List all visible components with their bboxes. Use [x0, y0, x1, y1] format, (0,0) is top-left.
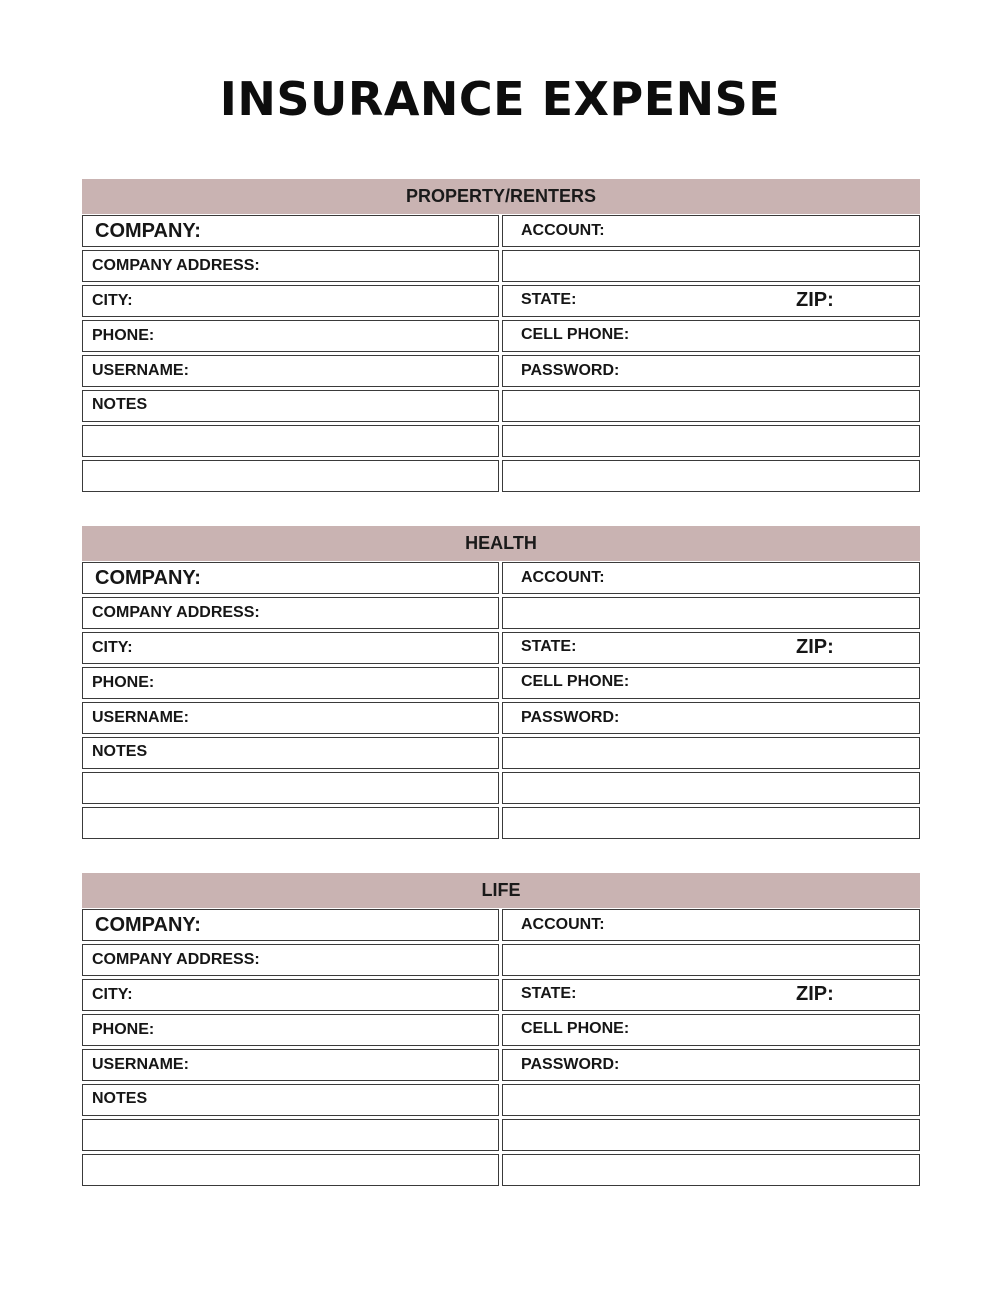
company-address-label: COMPANY ADDRESS:	[92, 604, 260, 621]
notes-line[interactable]	[82, 460, 499, 492]
phone-field[interactable]	[82, 320, 499, 352]
cell-phone-label: CELL PHONE:	[521, 326, 630, 343]
notes-line[interactable]	[502, 390, 920, 422]
notes-line[interactable]	[82, 1119, 499, 1151]
password-label: PASSWORD:	[521, 362, 620, 379]
section-header: PROPERTY/RENTERS	[82, 179, 920, 214]
cell-phone-label: CELL PHONE:	[521, 1020, 630, 1037]
username-label: USERNAME:	[92, 362, 189, 379]
notes-line[interactable]	[502, 425, 920, 457]
notes-label: NOTES	[92, 396, 148, 413]
account-field[interactable]	[502, 909, 920, 941]
cell-phone-field[interactable]	[502, 320, 920, 352]
state-zip-field[interactable]	[502, 979, 920, 1011]
phone-field[interactable]	[82, 1014, 499, 1046]
page-title: INSURANCE EXPENSE	[219, 72, 781, 126]
company-address-field[interactable]	[82, 944, 499, 976]
phone-field[interactable]	[82, 667, 499, 699]
city-field[interactable]	[82, 632, 499, 664]
password-field[interactable]	[502, 355, 920, 387]
city-label: CITY:	[92, 639, 133, 656]
notes-line[interactable]	[82, 425, 499, 457]
username-field[interactable]	[82, 1049, 499, 1081]
company-field[interactable]	[82, 909, 499, 941]
zip-label: ZIP:	[796, 983, 834, 1005]
account-label: ACCOUNT:	[521, 222, 605, 239]
zip-label: ZIP:	[796, 289, 834, 311]
notes-line[interactable]	[502, 1119, 920, 1151]
company-field[interactable]	[82, 562, 499, 594]
state-label: STATE:	[521, 985, 577, 1002]
password-label: PASSWORD:	[521, 709, 620, 726]
city-field[interactable]	[82, 979, 499, 1011]
account-label: ACCOUNT:	[521, 569, 605, 586]
notes-line[interactable]	[502, 1084, 920, 1116]
notes-label: NOTES	[92, 743, 148, 760]
username-label: USERNAME:	[92, 1056, 189, 1073]
company-address-continued-field[interactable]	[502, 250, 920, 282]
notes-label: NOTES	[92, 1090, 148, 1107]
state-zip-field[interactable]	[502, 285, 920, 317]
account-field[interactable]	[502, 215, 920, 247]
password-field[interactable]	[502, 1049, 920, 1081]
state-zip-field[interactable]	[502, 632, 920, 664]
section-life	[82, 873, 920, 1186]
state-label: STATE:	[521, 291, 577, 308]
cell-phone-label: CELL PHONE:	[521, 673, 630, 690]
phone-label: PHONE:	[92, 1021, 155, 1038]
username-field[interactable]	[82, 702, 499, 734]
company-address-continued-field[interactable]	[502, 597, 920, 629]
zip-label: ZIP:	[796, 636, 834, 658]
company-address-label: COMPANY ADDRESS:	[92, 951, 260, 968]
account-label: ACCOUNT:	[521, 916, 605, 933]
notes-line[interactable]	[502, 772, 920, 804]
section-property-renters	[82, 179, 920, 492]
company-address-field[interactable]	[82, 250, 499, 282]
section-header: HEALTH	[82, 526, 920, 561]
notes-line[interactable]	[502, 460, 920, 492]
notes-field[interactable]	[82, 390, 499, 422]
cell-phone-field[interactable]	[502, 1014, 920, 1046]
section-header: LIFE	[82, 873, 920, 908]
notes-line[interactable]	[502, 737, 920, 769]
notes-line[interactable]	[82, 807, 499, 839]
section-health	[82, 526, 920, 839]
company-address-continued-field[interactable]	[502, 944, 920, 976]
state-label: STATE:	[521, 638, 577, 655]
company-label: COMPANY:	[95, 219, 201, 242]
password-field[interactable]	[502, 702, 920, 734]
notes-field[interactable]	[82, 1084, 499, 1116]
phone-label: PHONE:	[92, 327, 155, 344]
notes-line[interactable]	[82, 772, 499, 804]
password-label: PASSWORD:	[521, 1056, 620, 1073]
username-label: USERNAME:	[92, 709, 189, 726]
account-field[interactable]	[502, 562, 920, 594]
company-address-label: COMPANY ADDRESS:	[92, 257, 260, 274]
phone-label: PHONE:	[92, 674, 155, 691]
city-field[interactable]	[82, 285, 499, 317]
company-field[interactable]	[82, 215, 499, 247]
cell-phone-field[interactable]	[502, 667, 920, 699]
notes-field[interactable]	[82, 737, 499, 769]
notes-line[interactable]	[502, 1154, 920, 1186]
company-label: COMPANY:	[95, 913, 201, 936]
notes-line[interactable]	[82, 1154, 499, 1186]
notes-line[interactable]	[502, 807, 920, 839]
company-address-field[interactable]	[82, 597, 499, 629]
city-label: CITY:	[92, 986, 133, 1003]
username-field[interactable]	[82, 355, 499, 387]
city-label: CITY:	[92, 292, 133, 309]
company-label: COMPANY:	[95, 566, 201, 589]
